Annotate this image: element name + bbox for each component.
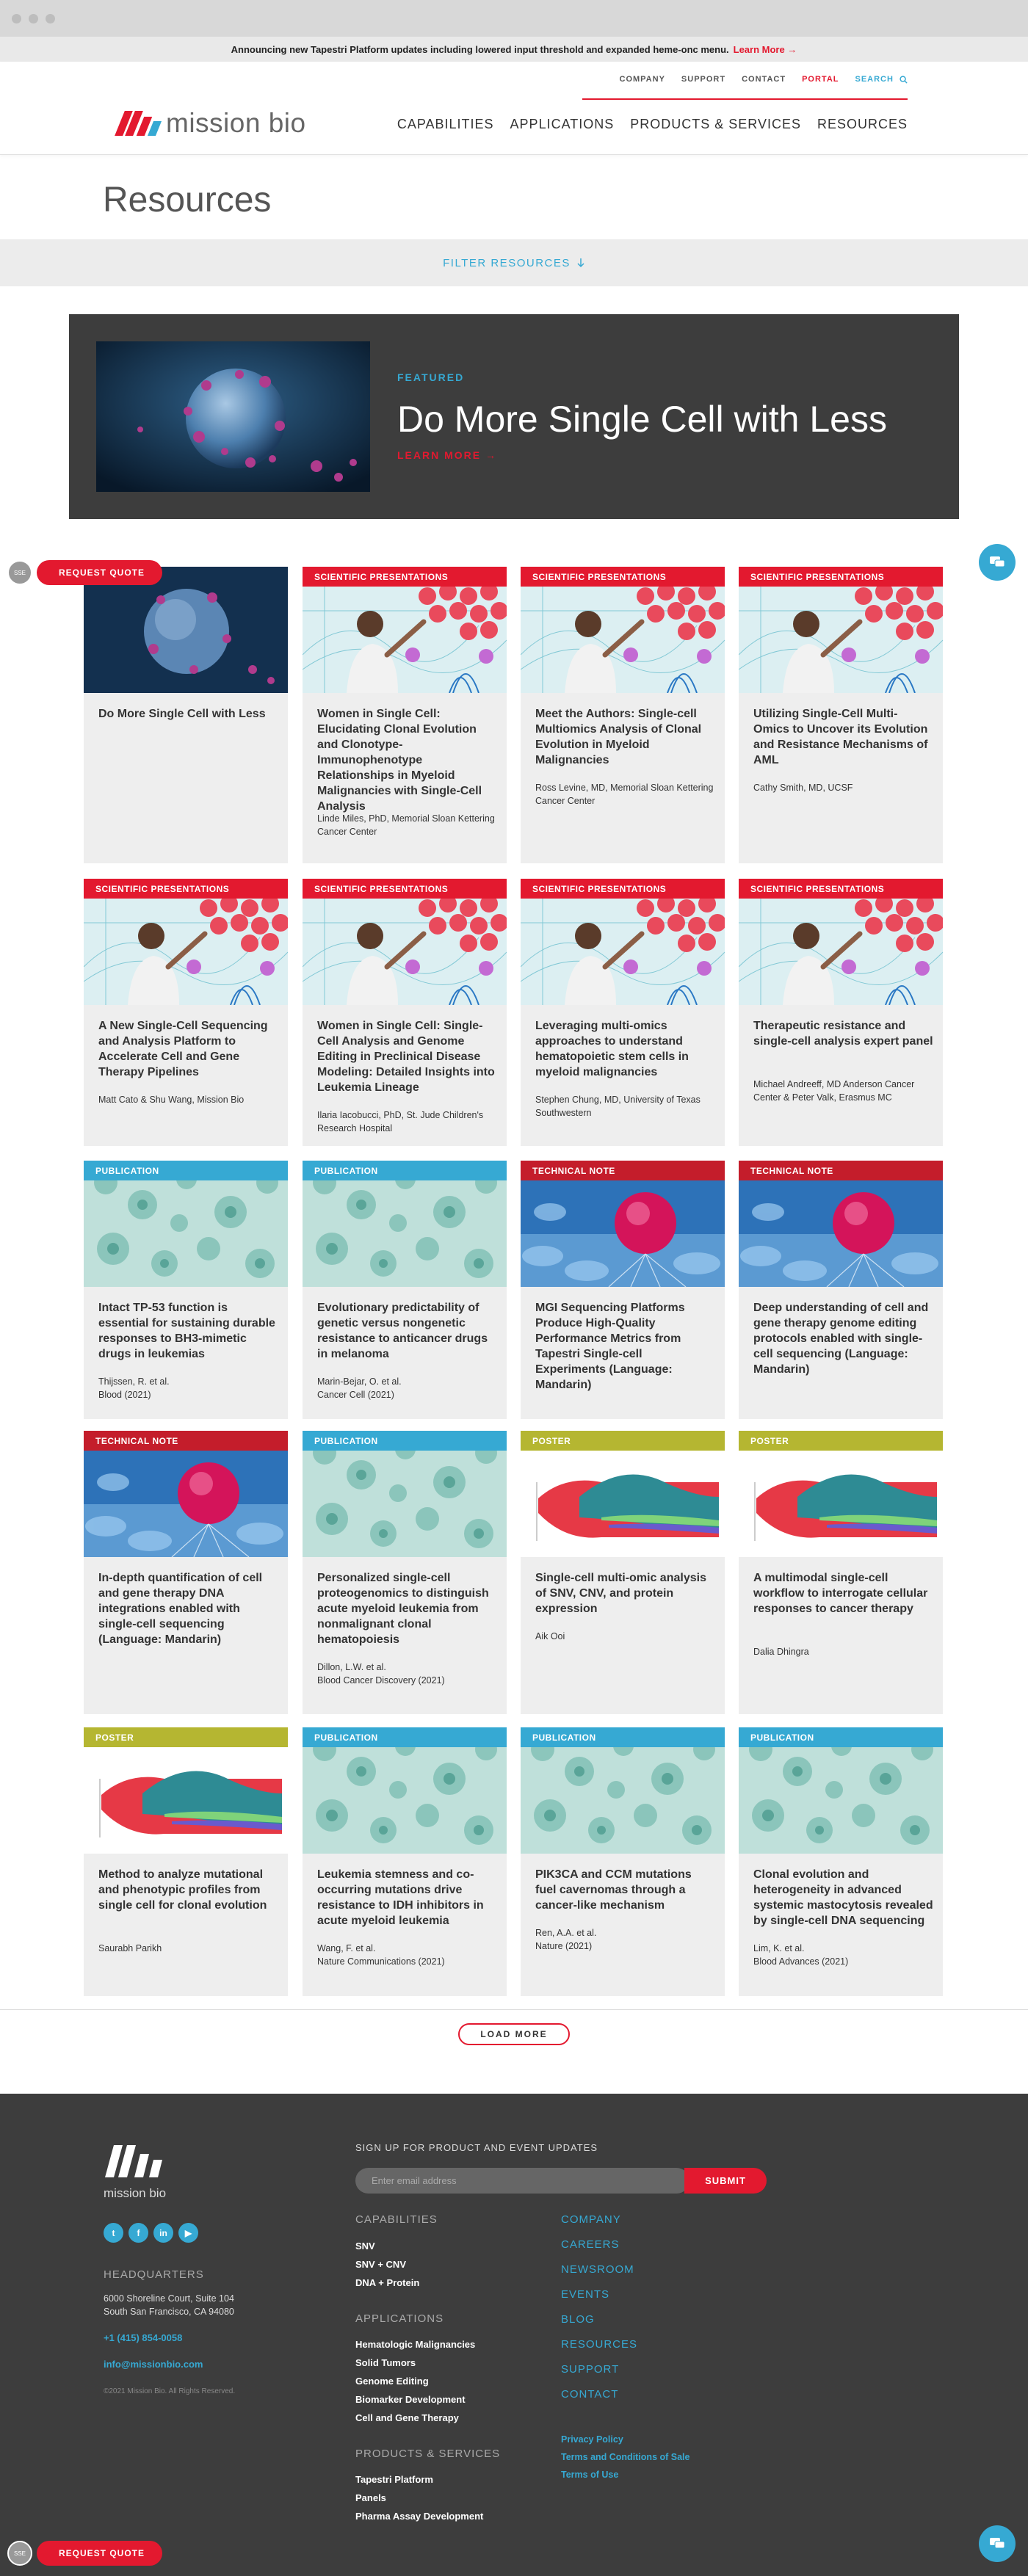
filter-resources-toggle[interactable] [0, 239, 1028, 286]
signup-heading: SIGN UP FOR PRODUCT AND EVENT UPDATES [355, 2142, 598, 2153]
terms-of-use-link[interactable]: Terms of Use [561, 2470, 619, 2480]
footer-application-link[interactable]: Solid Tumors [355, 2357, 416, 2368]
resource-type-badge: TECHNICAL NOTE [521, 1161, 725, 1180]
featured-learn-more-link[interactable]: LEARN MORE → [397, 449, 497, 461]
main-nav [397, 117, 908, 132]
chat-icon[interactable] [979, 544, 1016, 581]
resource-card[interactable] [521, 1161, 725, 1419]
resource-title[interactable]: Deep understanding of cell and gene therapy genome editing protocols enabled with single-cell sequencing (Language: Mandarin) [753, 1302, 929, 1376]
footer-application-link[interactable]: Cell and Gene Therapy [355, 2412, 459, 2423]
resource-type-badge: SCIENTIFIC PRESENTATIONS [739, 879, 943, 899]
resource-card[interactable] [739, 1431, 943, 1714]
address-line-2: South San Francisco, CA 94080 [104, 2307, 234, 2317]
email-link[interactable]: info@missionbio.com [104, 2359, 203, 2370]
resource-card[interactable] [739, 1727, 943, 1996]
footer-application-link[interactable]: Hematologic Malignancies [355, 2339, 476, 2350]
utility-company-link[interactable]: COMPANY [619, 75, 665, 84]
resource-meta: Lim, K. et al. Blood Advances (2021) [753, 1943, 849, 1967]
window-minimize-dot[interactable] [29, 14, 38, 23]
resource-type-badge: PUBLICATION [84, 1161, 288, 1180]
resource-title[interactable]: In-depth quantification of cell and gene therapy DNA integrations enabled with single-cell sequencing (Language: Mandarin) [98, 1572, 263, 1646]
utility-portal-link[interactable]: PORTAL [802, 75, 839, 84]
resource-card[interactable] [84, 879, 288, 1146]
logo-wordmark: mission bio [166, 108, 306, 138]
resource-meta: Thijssen, R. et al. Blood (2021) [98, 1376, 170, 1400]
resource-type-badge: PUBLICATION [521, 1727, 725, 1747]
resource-meta: Stephen Chung, MD, University of Texas Southwestern [535, 1095, 701, 1118]
footer-capabilities-heading[interactable]: CAPABILITIES [355, 2213, 438, 2226]
resource-type-badge: SCIENTIFIC PRESENTATIONS [739, 567, 943, 587]
page-title: Resources [103, 181, 272, 219]
resource-card[interactable] [739, 879, 943, 1146]
linkedin-icon[interactable]: in [153, 2223, 173, 2243]
resource-card[interactable] [521, 879, 725, 1146]
resource-card[interactable] [739, 567, 943, 863]
resource-title[interactable]: MGI Sequencing Platforms Produce High-Quality Performance Metrics from Tapestri Single-cell Experiments (Language: Mandarin) [535, 1302, 685, 1391]
resource-card[interactable] [521, 1727, 725, 1996]
resource-title[interactable]: Utilizing Single-Cell Multi-Omics to Uncover its Evolution and Resistance Mechanisms of AML [753, 708, 928, 766]
featured-banner[interactable] [69, 314, 959, 519]
resource-type-badge: PUBLICATION [303, 1727, 507, 1747]
resource-title[interactable]: Single-cell multi-omic analysis of SNV, CNV, and protein expression [535, 1572, 706, 1615]
footer-wordmark: mission bio [104, 2186, 167, 2200]
resource-card[interactable] [303, 879, 507, 1146]
request-quote-button[interactable]: REQUEST QUOTE [37, 560, 162, 585]
search-icon [900, 76, 908, 84]
resource-card[interactable] [303, 1161, 507, 1419]
footer-company-link[interactable]: COMPANY [561, 2213, 621, 2226]
resource-type-badge: SCIENTIFIC PRESENTATIONS [303, 567, 507, 587]
resource-meta: Michael Andreeff, MD Anderson Cancer Center & Peter Valk, Erasmus MC [753, 1079, 915, 1103]
arrow-down-icon [576, 258, 585, 268]
footer-resources-link[interactable]: RESOURCES [561, 2338, 638, 2351]
footer-newsroom-link[interactable]: NEWSROOM [561, 2263, 634, 2276]
footer-application-link[interactable]: Genome Editing [355, 2376, 429, 2387]
utility-support-link[interactable]: SUPPORT [681, 75, 726, 84]
address-line-1: 6000 Shoreline Court, Suite 104 [104, 2293, 234, 2304]
request-quote-badge-icon[interactable]: SSE [7, 560, 32, 585]
footer-capability-link[interactable]: SNV [355, 2241, 375, 2252]
phone-link[interactable]: +1 (415) 854-0058 [104, 2332, 183, 2343]
featured-title[interactable]: Do More Single Cell with Less [397, 399, 887, 440]
signup-submit-button[interactable]: SUBMIT [684, 2168, 767, 2194]
request-quote-button[interactable]: REQUEST QUOTE [37, 2541, 162, 2566]
resource-title[interactable]: Clonal evolution and heterogeneity in advanced systemic mastocytosis revealed by single-cell DNA sequencing [753, 1868, 933, 1927]
resource-title[interactable]: Women in Single Cell: Elucidating Clonal Evolution and Clonotype-Immunophenotype Relationships in Myeloid Malignancies with Single-Cell Analysis [317, 708, 482, 813]
window-close-dot[interactable] [12, 14, 21, 23]
resource-card[interactable] [303, 1431, 507, 1714]
email-signup-input[interactable]: Enter email address [355, 2168, 689, 2194]
resource-title[interactable]: Method to analyze mutational and phenotypic profiles from single cell for clonal evolution [98, 1868, 267, 1912]
resource-type-badge: SCIENTIFIC PRESENTATIONS [303, 879, 507, 899]
resource-card[interactable] [739, 1161, 943, 1419]
resource-type-badge: POSTER [521, 1431, 725, 1451]
resource-card[interactable] [521, 567, 725, 863]
resource-type-badge: PUBLICATION [303, 1161, 507, 1180]
footer-capability-link[interactable]: DNA + Protein [355, 2277, 420, 2288]
terms-of-sale-link[interactable]: Terms and Conditions of Sale [561, 2452, 690, 2462]
resource-title[interactable]: Women in Single Cell: Single-Cell Analysis and Genome Editing in Preclinical Disease Modeling: Detailed Insights into Leukemia Lineage [317, 1020, 495, 1094]
copyright: ©2021 Mission Bio. All Rights Reserved. [104, 2387, 236, 2395]
resource-meta: Wang, F. et al. Nature Communications (2021) [317, 1943, 445, 1967]
footer-contact-link[interactable]: CONTACT [561, 2388, 619, 2401]
social-links [104, 2223, 198, 2243]
resource-meta: Matt Cato & Shu Wang, Mission Bio [98, 1095, 245, 1105]
twitter-icon[interactable]: t [104, 2223, 123, 2243]
utility-nav-underline [582, 98, 908, 100]
resource-title[interactable]: A multimodal single-cell workflow to interrogate cellular responses to cancer therapy [753, 1572, 928, 1615]
resource-type-badge: SCIENTIFIC PRESENTATIONS [84, 879, 288, 899]
resource-meta: Linde Miles, PhD, Memorial Sloan Kettering Cancer Center [317, 813, 495, 837]
window-maximize-dot[interactable] [46, 14, 55, 23]
site-footer [0, 2094, 1028, 2576]
resource-meta: Ross Levine, MD, Memorial Sloan Kettering Cancer Center [535, 783, 714, 806]
resource-type-badge: SCIENTIFIC PRESENTATIONS [521, 567, 725, 587]
nav-capabilities[interactable]: CAPABILITIES [397, 117, 494, 131]
footer-logo-mark-icon[interactable] [104, 2142, 170, 2182]
resource-card[interactable] [84, 567, 288, 863]
resource-type-badge: SCIENTIFIC PRESENTATIONS [521, 879, 725, 899]
nav-products-services[interactable]: PRODUCTS & SERVICES [630, 117, 801, 131]
resource-title[interactable]: Meet the Authors: Single-cell Multiomics Analysis of Clonal Evolution in Myeloid Malignancies [535, 708, 702, 766]
footer-application-link[interactable]: Biomarker Development [355, 2394, 466, 2405]
resource-type-badge: PUBLICATION [303, 1431, 507, 1451]
resource-title[interactable]: Intact TP-53 function is essential for sustaining durable responses to BH3-mimetic drugs in leukemias [98, 1302, 275, 1360]
footer-support-link[interactable]: SUPPORT [561, 2363, 620, 2376]
footer-applications-heading[interactable]: APPLICATIONS [355, 2312, 444, 2325]
resource-meta: Dillon, L.W. et al. Blood Cancer Discovery (2021) [317, 1662, 445, 1686]
footer-careers-link[interactable]: CAREERS [561, 2238, 620, 2251]
resource-card[interactable] [521, 1431, 725, 1714]
footer-capability-link[interactable]: SNV + CNV [355, 2259, 406, 2270]
hq-heading: HEADQUARTERS [104, 2268, 204, 2281]
resource-meta: Cathy Smith, MD, UCSF [753, 783, 853, 793]
footer-product-link[interactable]: Panels [355, 2492, 386, 2503]
chat-icon[interactable] [979, 2525, 1016, 2562]
footer-product-link[interactable]: Tapestri Platform [355, 2474, 433, 2485]
resource-meta: Ilaria Iacobucci, PhD, St. Jude Children's Research Hospital [317, 1110, 484, 1133]
footer-products-heading[interactable]: PRODUCTS & SERVICES [355, 2448, 501, 2460]
logo-mark-icon [120, 111, 159, 136]
announcement-bar [0, 37, 1028, 62]
site-logo[interactable] [120, 108, 306, 139]
browser-chrome [0, 0, 1028, 37]
request-quote-badge-icon[interactable]: SSE [7, 2541, 32, 2566]
resource-thumbnail [84, 567, 288, 693]
search-label: SEARCH [855, 75, 894, 84]
filter-label: FILTER RESOURCES [443, 256, 571, 269]
footer-events-link[interactable]: EVENTS [561, 2288, 610, 2301]
utility-search-link[interactable] [855, 75, 908, 84]
resource-card[interactable] [303, 567, 507, 863]
utility-nav [620, 75, 908, 84]
resource-meta: Marin-Bejar, O. et al. Cancer Cell (2021) [317, 1376, 402, 1400]
resource-type-badge: TECHNICAL NOTE [739, 1161, 943, 1180]
featured-label: FEATURED [397, 371, 465, 383]
resource-title[interactable]: PIK3CA and CCM mutations fuel cavernomas through a cancer-like mechanism [535, 1868, 692, 1912]
nav-applications[interactable]: APPLICATIONS [510, 117, 615, 131]
resource-title[interactable]: Leukemia stemness and co-occurring mutations drive resistance to IDH inhibitors in acute myeloid leukemia [317, 1868, 484, 1927]
resource-card[interactable] [303, 1727, 507, 1996]
featured-image [96, 341, 370, 492]
resource-title[interactable]: Evolutionary predictability of genetic versus nongenetic resistance to anticancer drugs in melanoma [317, 1302, 488, 1360]
resource-type-badge: PUBLICATION [739, 1727, 943, 1747]
facebook-icon[interactable]: f [128, 2223, 148, 2243]
footer-product-link[interactable]: Pharma Assay Development [355, 2511, 484, 2522]
footer-blog-link[interactable]: BLOG [561, 2313, 595, 2326]
site-header [0, 62, 1028, 155]
nav-resources[interactable]: RESOURCES [817, 117, 908, 131]
resource-title[interactable]: Therapeutic resistance and single-cell analysis expert panel [753, 1020, 933, 1048]
resource-title[interactable]: Do More Single Cell with Less [98, 708, 266, 720]
announcement-learn-more-link[interactable]: Learn More → [733, 43, 797, 55]
resource-card[interactable] [84, 1727, 288, 1996]
privacy-policy-link[interactable]: Privacy Policy [561, 2434, 623, 2445]
resource-meta: Ren, A.A. et al. Nature (2021) [535, 1928, 597, 1951]
resource-meta: Aik Ooi [535, 1631, 565, 1641]
hq-address [104, 2292, 234, 2318]
resource-meta: Saurabh Parikh [98, 1943, 162, 1953]
content-divider [0, 2009, 1028, 2010]
resource-card[interactable] [84, 1161, 288, 1419]
resource-title[interactable]: A New Single-Cell Sequencing and Analysis Platform to Accelerate Cell and Gene Therapy Pipelines [98, 1020, 268, 1078]
resource-title[interactable]: Leveraging multi-omics approaches to understand hematopoietic stem cells in myeloid malignancies [535, 1020, 689, 1078]
resource-card[interactable] [84, 1431, 288, 1714]
utility-contact-link[interactable]: CONTACT [742, 75, 786, 84]
resource-type-badge: TECHNICAL NOTE [84, 1431, 288, 1451]
load-more-button[interactable]: LOAD MORE [458, 2023, 570, 2045]
announcement-text: Announcing new Tapestri Platform updates including lowered input threshold and expanded heme-onc menu. [231, 43, 729, 55]
resource-title[interactable]: Personalized single-cell proteogenomics to distinguish acute myeloid leukemia from nonmalignant clonal hematopoiesis [317, 1572, 489, 1646]
resource-type-badge: POSTER [84, 1727, 288, 1747]
resource-type-badge: POSTER [739, 1431, 943, 1451]
resource-meta: Dalia Dhingra [753, 1647, 809, 1657]
youtube-icon[interactable]: ▶ [178, 2223, 198, 2243]
